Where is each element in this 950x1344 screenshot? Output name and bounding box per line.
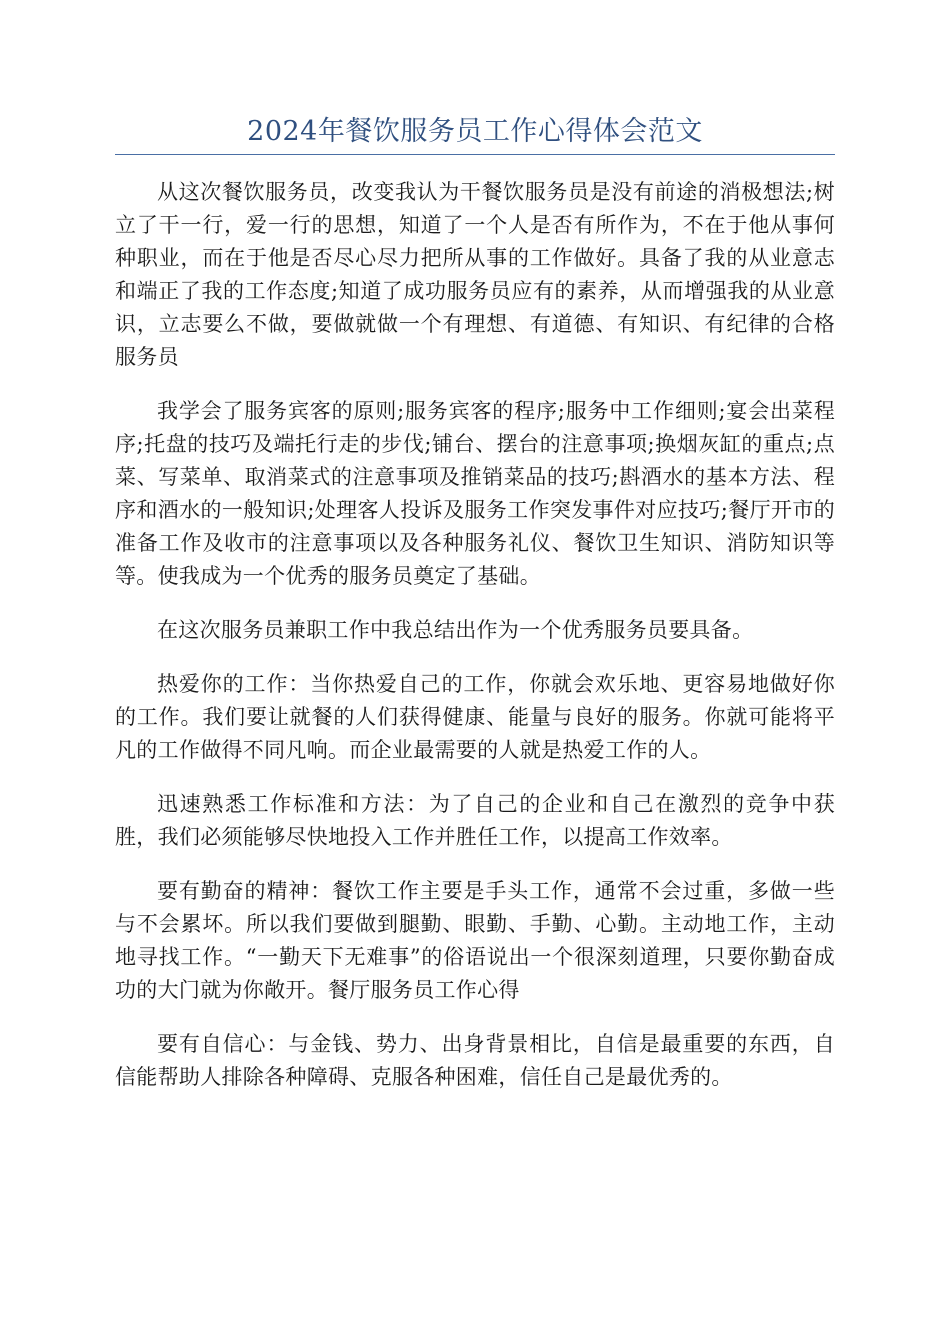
paragraph-4: 热爱你的工作：当你热爱自己的工作，你就会欢乐地、更容易地做好你的工作。我们要让就餐的人们获得健康、能量与良好的服务。你就可能将平凡的工作做得不同凡响。而企业最需要的人就是热爱工作的人。: [115, 672, 835, 762]
paragraph-1: 从这次餐饮服务员，改变我认为干餐饮服务员是没有前途的消极想法;树立了干一行，爱一行的思想，知道了一个人是否有所作为，不在于他从事何种职业，而在于他是否尽心尽力把所从事的工作做好。具备了我的从业意志和端正了我的工作态度;知道了成功服务员应有的素养，从而增强我的从业意识，立志要么不做，要做就做一个有理想、有道德、有知识、有纪律的合格服务员: [115, 180, 835, 369]
title-underline: [115, 154, 835, 155]
document-body: [115, 176, 835, 1115]
paragraph-2: 我学会了服务宾客的原则;服务宾客的程序;服务中工作细则;宴会出菜程序;托盘的技巧及端托行走的步伐;铺台、摆台的注意事项;换烟灰缸的重点;点菜、写菜单、取消菜式的注意事项及推销菜品的技巧;斟酒水的基本方法、程序和酒水的一般知识;处理客人投诉及服务工作突发事件对应技巧;餐厅开市的准备工作及收市的注意事项以及各种服务礼仪、餐饮卫生知识、消防知识等等。使我成为一个优秀的服务员奠定了基础。: [115, 399, 835, 588]
paragraph-5: 迅速熟悉工作标准和方法：为了自己的企业和自己在激烈的竞争中获胜，我们必须能够尽快地投入工作并胜任工作，以提高工作效率。: [115, 792, 835, 849]
document-title: 2024年餐饮服务员工作心得体会范文: [247, 116, 703, 147]
paragraph-6: 要有勤奋的精神：餐饮工作主要是手头工作，通常不会过重，多做一些与不会累坏。所以我们要做到腿勤、眼勤、手勤、心勤。主动地工作，主动地寻找工作。“一勤天下无难事”的俗语说出一个很深刻道理，只要你勤奋成功的大门就为你敞开。餐厅服务员工作心得: [115, 879, 835, 1002]
paragraph-7: 要有自信心：与金钱、势力、出身背景相比，自信是最重要的东西，自信能帮助人排除各种障碍、克服各种困难，信任自己是最优秀的。: [115, 1032, 835, 1089]
paragraph-3: 在这次服务员兼职工作中我总结出作为一个优秀服务员要具备。: [157, 618, 754, 642]
